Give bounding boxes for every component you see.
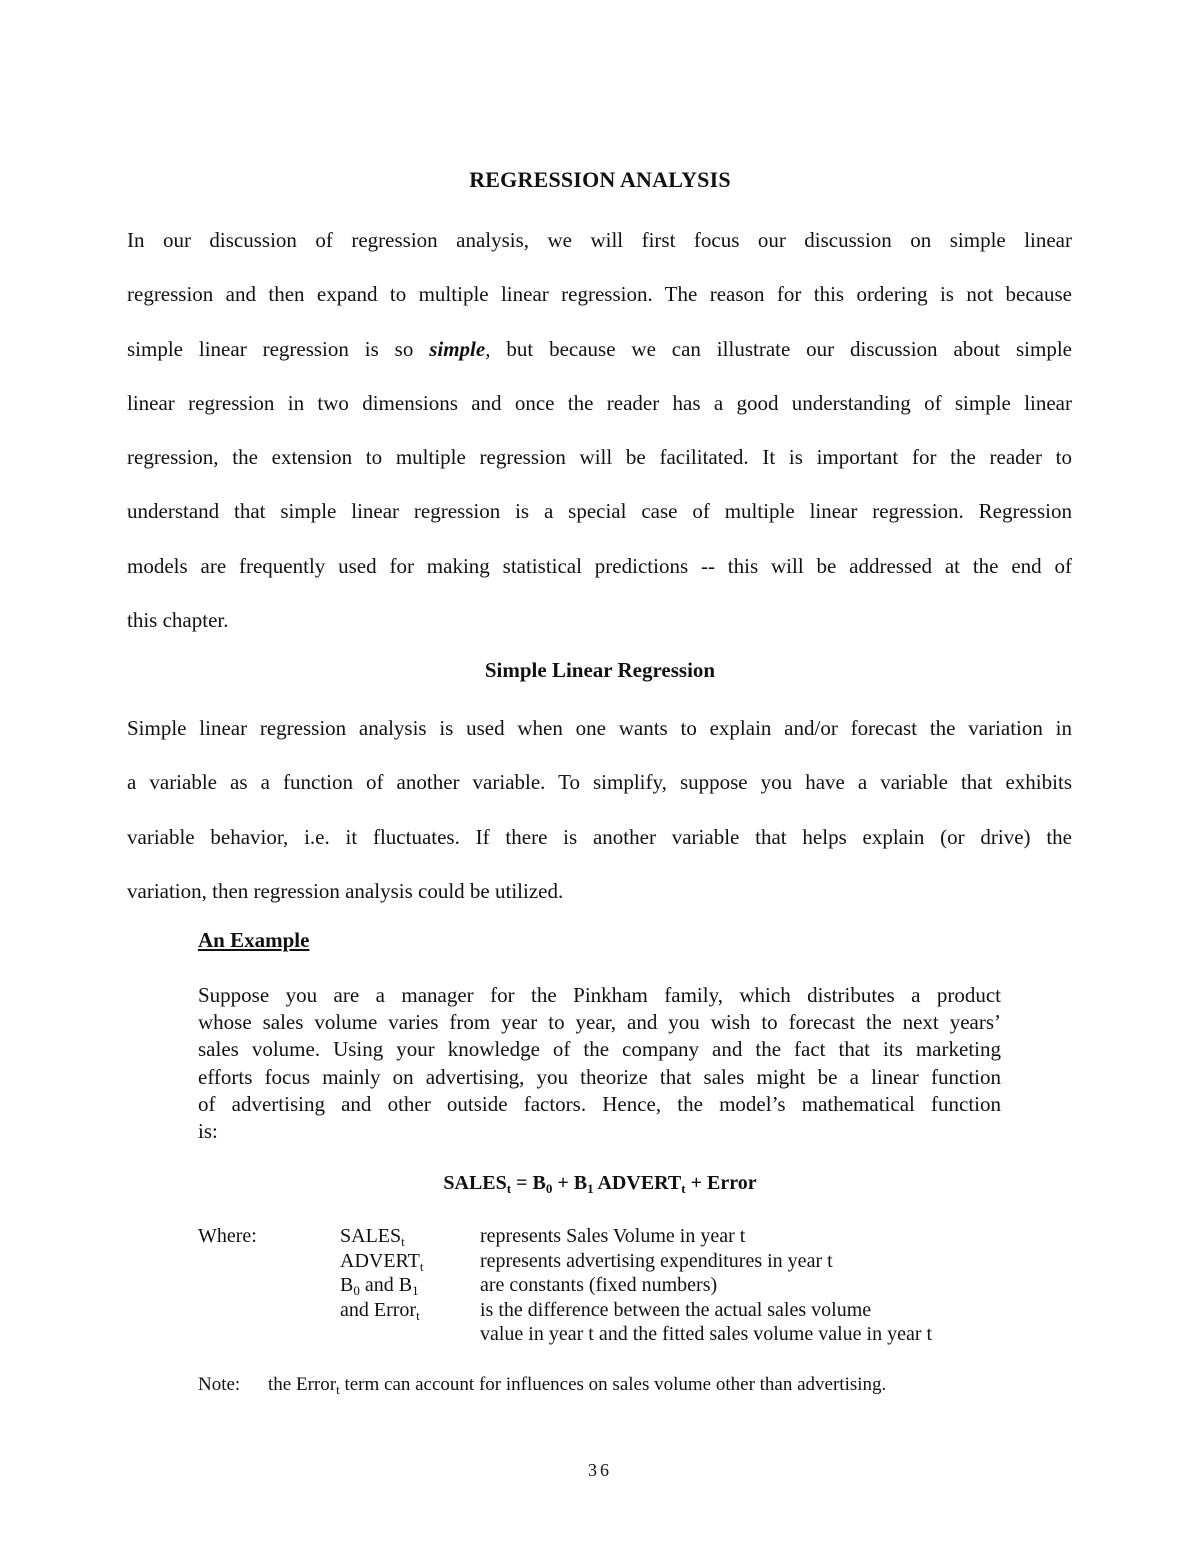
example-line: whose sales volume varies from year to year, and you wish to forecast the next years’ [198,1010,1001,1035]
slr-paragraph [127,713,1072,930]
where-label: Where: [198,1225,257,1247]
example-line: efforts focus mainly on advertising, you theorize that sales might be a linear function [198,1064,1001,1089]
example-heading: An Example [198,928,310,952]
section-heading: Simple Linear Regression [484,658,716,682]
slr-line: a variable as a function of another variable. To simplify, suppose you have a variable that exhibits [127,770,1072,795]
example-line: Suppose you are a manager for the Pinkham family, which distributes a product [198,983,1001,1007]
slr-line: variable behavior, i.e. it fluctuates. If there is another variable that helps explain (or drive) the [127,824,1072,849]
definition-desc: are constants (fixed numbers) [480,1274,718,1297]
definition-term: and Error$_t$ [340,1298,420,1323]
emphasis-word: simple [429,336,486,361]
slr-line: variation, then regression analysis could be utilized. [127,878,564,903]
intro-line: regression and then expand to multiple linear regression. The reason for this ordering is not because [127,282,1072,307]
intro-line: regression, the extension to multiple regression will be facilitated. It is important for the reader to [127,445,1072,470]
definition-desc: represents advertising expenditures in year t [480,1249,833,1272]
definition-term: $ADVERT_t$ [340,1249,424,1274]
intro-line: this chapter. [127,608,229,633]
intro-paragraph [127,225,1072,659]
intro-line: understand that simple linear regression is a special case of multiple linear regression. Regression [127,499,1072,524]
definition-desc: represents Sales Volume in year t [480,1225,746,1247]
intro-line: In our discussion of regression analysis, we will first focus our discussion on simple linear [127,228,1072,252]
definition-term: $SALES_t$ [340,1225,405,1249]
definition-term: $B_0$ and $B_1$ [340,1274,419,1299]
example-line: of advertising and other outside factors. Hence, the model’s mathematical function [198,1091,1001,1116]
slr-line: Simple linear regression analysis is used when one wants to explain and/or forecast the variation in [127,716,1072,740]
intro-line: models are frequently used for making statistical predictions -- this will be addressed at the end of [127,553,1072,578]
model-equation: $SALES_t = B_0 + B_1$ $ADVERT_t$ + Error [443,1172,757,1196]
intro-line-emphasis [127,334,1072,388]
example-line: is: [198,1118,218,1143]
note-text: the Error$_t$ term can account for influences on sales volume other than advertising. [268,1374,887,1397]
intro-line-start: simple linear regression is so [127,336,430,361]
definition-desc-continued: value in year t and the fitted sales volume value in year t [480,1323,933,1346]
example-paragraph [198,982,1001,1145]
definition-desc: is the difference between the actual sales volume [480,1298,872,1321]
note-label: Note: [198,1374,241,1395]
page-title: REGRESSION ANALYSIS [469,167,731,192]
intro-line: linear regression in two dimensions and once the reader has a good understanding of simple linear [127,390,1072,415]
page-number: 36 [588,1460,612,1480]
intro-line-rest: , but because we can illustrate our discussion about simple [485,336,1072,361]
example-line: sales volume. Using your knowledge of the company and the fact that its marketing [198,1037,1001,1062]
